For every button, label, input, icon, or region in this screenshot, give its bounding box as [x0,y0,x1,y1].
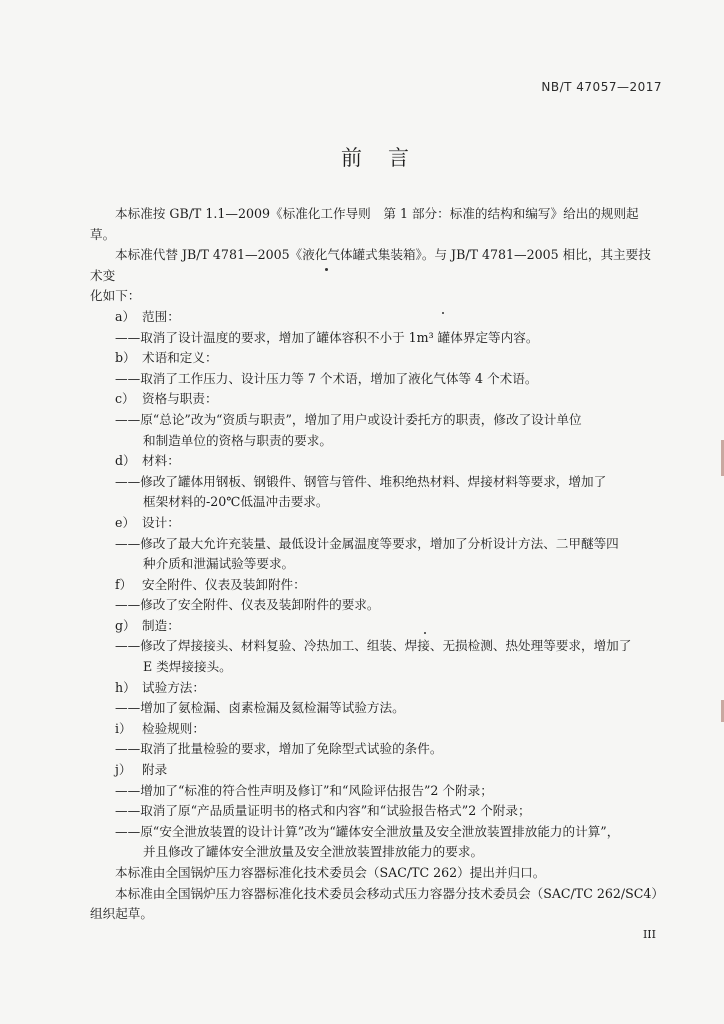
list-item-marker: j） [115,762,132,778]
list-item-heading [90,678,660,699]
page-number: III [642,928,656,941]
change-entry: ——原“总论”改为“资质与职责”，增加了用户或设计委托方的职责，修改了设计单位 [115,411,582,427]
list-item-heading [90,616,660,637]
scan-speck [424,632,426,634]
change-entry-continuation: E 类焊接接头。 [143,659,232,675]
change-entry: ——修改了最大允许充装量、最低设计金属温度等要求，增加了分析设计方法、二甲醚等四 [115,535,619,551]
change-entry: ——修改了安全附件、仪表及装卸附件的要求。 [115,597,380,613]
change-entry: ——取消了设计温度的要求，增加了罐体容积不小于 1m³ 罐体界定等内容。 [115,329,539,345]
paragraph-replacement-line2: 化如下： [90,288,141,304]
list-item-label: 附录 [142,762,168,778]
list-item-label: 材料： [142,453,180,469]
list-item-marker: i） [115,720,132,736]
change-entry: ——增加了氨检漏、卤素检漏及氦检漏等试验方法。 [115,700,405,716]
paragraph-proposed-by: 本标准由全国锅炉压力容器标准化技术委员会（SAC/TC 262）提出并归口。 [115,865,546,880]
scan-speck [325,268,328,271]
change-entry: ——修改了焊接接头、材料复验、冷热加工、组装、焊接、无损检测、热处理等要求，增加了 [115,638,632,654]
list-item-label: 设计： [142,514,180,530]
list-item-label: 检验规则： [142,720,205,736]
list-item-marker: d） [115,453,136,469]
list-item-marker: e） [115,514,136,530]
list-item-label: 安全附件、仪表及装卸附件： [142,576,306,592]
list-item-marker: h） [115,679,136,695]
list-item-label: 试验方法： [142,679,205,695]
paragraph-drafted-by-line2: 组织起草。 [90,906,153,922]
list-item-heading [90,451,660,472]
list-item-heading [90,719,660,740]
list-item-label: 制造： [142,617,180,633]
paragraph-replacement-line1: 本标准代替 JB/T 4781—2005《液化气体罐式集装箱》。与 JB/T 4781—2005 相比，其主要技术变 [90,247,651,283]
list-item-marker: a） [115,308,136,324]
change-entry: ——取消了批量检验的要求，增加了免除型式试验的条件。 [115,741,443,757]
list-item-heading [90,348,660,369]
change-entry: ——修改了罐体用钢板、钢锻件、钢管与管件、堆积绝热材料、焊接材料等要求，增加了 [115,473,607,489]
change-entry-continuation: 框架材料的-20℃低温冲击要求。 [143,494,329,510]
scan-speck [442,312,444,314]
page-title: 前言 [341,146,435,170]
list-item-marker: f） [115,576,133,592]
change-entry-continuation: 并且修改了罐体安全泄放量及安全泄放装置排放能力的要求。 [143,844,484,860]
list-item-heading [90,760,660,781]
list-item-heading [90,575,660,596]
list-item-marker: c） [115,391,135,407]
foreword-body [90,204,664,925]
change-entry: ——取消了原“产品质量证明书的格式和内容”和“试验报告格式”2 个附录； [115,803,531,819]
change-entry: ——原“安全泄放装置的设计计算”改为“罐体安全泄放量及安全泄放装置排放能力的计算”， [115,823,620,839]
list-item-marker: g） [115,617,136,633]
list-item-marker: b） [115,350,136,366]
list-item-heading [90,389,660,410]
standard-code-header: NB/T 47057—2017 [541,80,662,94]
list-item-heading [90,307,660,328]
paragraph-drafting-rules: 本标准按 GB/T 1.1—2009《标准化工作导则 第 1 部分：标准的结构和编写》给出的规则起草。 [90,206,639,242]
change-entry: ——增加了“标准的符合性声明及修订”和“风险评估报告”2 个附录； [115,782,493,798]
list-item-label: 术语和定义： [142,350,218,366]
list-item-label: 范围： [142,308,180,324]
change-entry: ——取消了工作压力、设计压力等 7 个术语，增加了液化气体等 4 个术语。 [115,370,538,386]
changes-list [90,307,660,863]
list-item-heading [90,513,660,534]
paragraph-drafted-by-line1: 本标准由全国锅炉压力容器标准化技术委员会移动式压力容器分技术委员会（SAC/TC 262/SC4） [115,885,664,901]
change-entry-continuation: 和制造单位的资格与职责的要求。 [143,432,332,448]
list-item-label: 资格与职责： [142,391,218,407]
change-entry-continuation: 种介质和泄漏试验等要求。 [143,556,295,572]
